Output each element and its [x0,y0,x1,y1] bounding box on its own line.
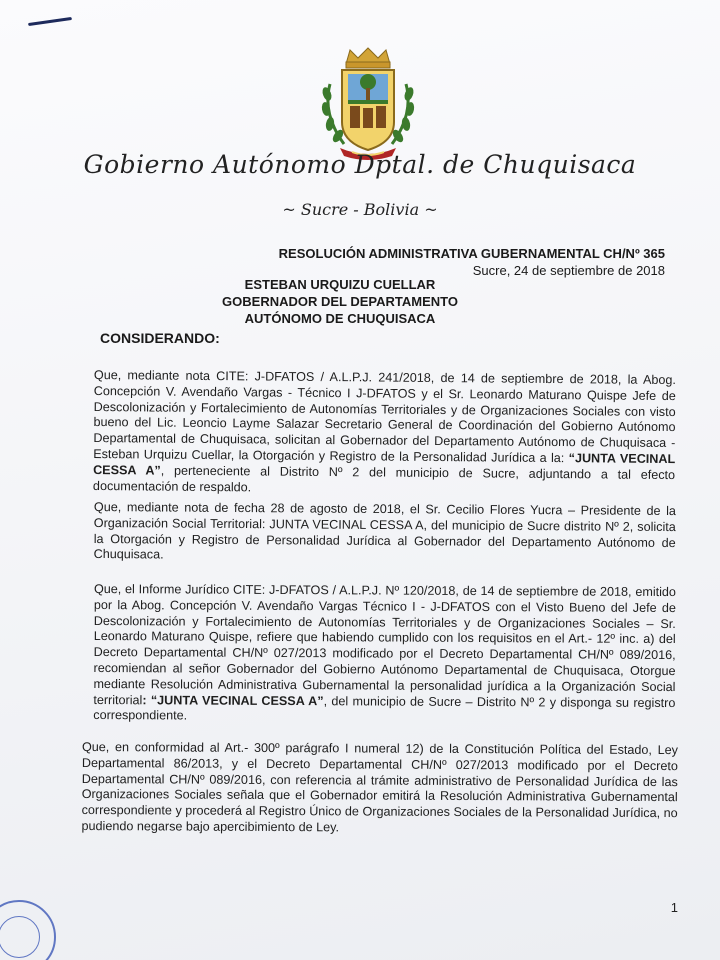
paragraph-1 [93,368,676,499]
paragraph-1-text: Que, mediante nota CITE: J-DFATOS / A.L.P.J. 241/2018, de 14 de septiembre de 2018, la Abog. Concepción V. Avendaño Vargas - Técnico I J-DFATOS y el Sr. Leonardo Maturano Quispe Jefe de Descolonización y Fortalecimiento de Autonomías Territoriales y de Organizaciones Sociales con visto bueno del Lic. Leoncio Layme Salazar Secretario General de Coordinación del Gobierno Autónomo Departamental de Chuquisaca, solicitan al Gobernador del Departamento Autónomo de Chuquisaca - Esteban Urquizu Cuellar, la Otorgación y Registro de la Personalidad Jurídica a la: [93,368,676,466]
pen-mark [28,17,72,26]
governor-title-line1: GOBERNADOR DEL DEPARTAMENTO [222,294,458,309]
paragraph-3 [93,582,676,727]
paragraph-1-bold: “JUNTA VECINAL CESSA A” [93,451,676,478]
paragraph-4: Que, en conformidad al Art.- 300º parágrafo I numeral 12) de la Constitución Política del Estado, Ley Departamental 86/2013, y el Decreto Departamental CH/Nº 027/2013 modificado por el Decreto Departamental CH/Nº 089/2016, con referencia al trámite administrativo de Personalidad Jurídica de las Organizaciones Sociales señala que el Gobernador emitirá la Resolución Administrativa Gubernamental correspondiente y procederá al Registro Único de Organizaciones Sociales de la Personalidad Jurídica, no pudiendo negarse bajo apercibimiento de Ley. [81,740,678,835]
paragraph-1-end: , perteneciente al Distrito Nº 2 del municipio de Sucre, adjuntando a tal efecto documentación de respaldo. [92,463,676,494]
governor-block [200,276,480,327]
paragraph-2: Que, mediante nota de fecha 28 de agosto de 2018, el Sr. Cecilio Flores Yucra – Presidente de la Organización Social Territorial: JUNTA VECINAL CESSA A, del municipio de Sucre distrito Nº 2, solicita la Otorgación y Registro de Personalidad Jurídica al Gobernador del Departamento Autónomo de Chuquisaca. [93,500,676,562]
official-stamp [0,900,56,960]
paragraph-3-text: Que, el Informe Jurídico CITE: J-DFATOS / A.L.P.J. Nº 120/2018, de 14 de septiembre de 2018, emitido por la Abog. Concepción V. Avendaño Vargas Técnico I - J-DFATOS con el Visto Bueno del Jefe de Descolonización y Fortalecimiento de Autonomías Territoriales y de Organizaciones Sociales – Sr. Leonardo Maturano Quispe, refiere que habiendo cumplido con los requisitos en el Art.- 12º inc. a) del Decreto Departamental CH/Nº 027/2013 modificado por el Decreto Departamental CH/Nº 089/2016, recomiendan al señor Gobernador del Gobierno Autónomo Departamental de Chuquisaca, Otorgue mediante Resolución Administrativa Gubernamental la personalidad jurídica a la Organización Social territorial [93,582,676,707]
page-number: 1 [670,900,678,915]
governor-title-line2: AUTÓNOMO DE CHUQUISACA [244,311,436,326]
location-subtitle: ~ Sucre - Bolivia ~ [282,200,438,219]
official-stamp-inner [0,916,40,958]
institution-name: Gobierno Autónomo Dptal. de Chuquisaca [83,150,637,179]
resolution-title: RESOLUCIÓN ADMINISTRATIVA GUBERNAMENTAL CH/Nº 365 [278,246,665,261]
resolution-date: Sucre, 24 de septiembre de 2018 [472,263,665,278]
coat-of-arms-icon [318,44,418,162]
paragraph-3-bold: : “JUNTA VECINAL CESSA A” [142,692,324,708]
paragraph-3-end: , del municipio de Sucre – Distrito Nº 2 y disponga su registro correspondiente. [93,693,676,723]
section-heading: CONSIDERANDO: [100,330,220,346]
governor-name: ESTEBAN URQUIZU CUELLAR [244,277,436,292]
